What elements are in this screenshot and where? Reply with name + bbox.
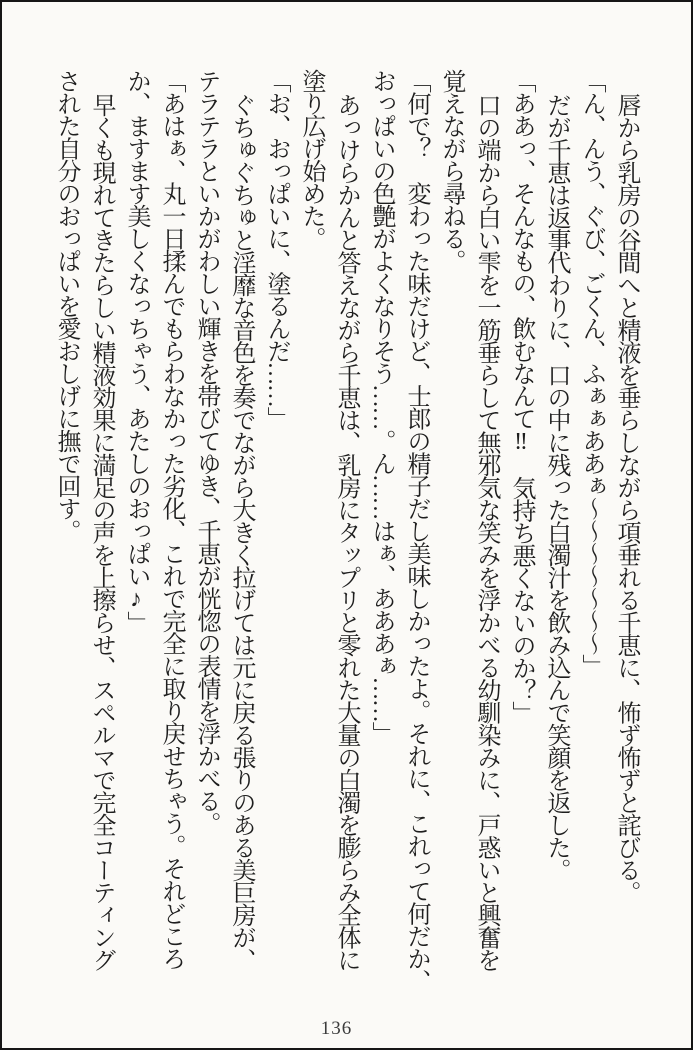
text-line: 覚えながら尋ねる。 — [438, 69, 464, 272]
page-number: 136 — [320, 1018, 353, 1039]
text-line: 早くも現れてきたらしい精液効果に満足の声を上擦らせ、スペルマで完全コーティング — [88, 93, 114, 971]
text-line: 「ん、んう、ぐび、ごくん、ふぁぁああぁ～～～～～～～」 — [578, 69, 604, 677]
text-line: された自分のおっぱいを愛おしげに撫で回す。 — [53, 69, 79, 542]
text-line: だが千恵は返事代わりに、口の中に残った白濁汁を飲み込んで笑顔を返した。 — [543, 93, 569, 881]
text-line: 「ああっ、そんなもの、飲むなんて‼ 気持ち悪くないのか？」 — [508, 69, 534, 724]
vertical-text-block — [48, 69, 643, 995]
text-line: あっけらかんと答えながら千恵は、乳房にタップリと零れた大量の白濁を膨らみ全体に — [333, 93, 359, 971]
text-line: 唇から乳房の谷間へと精液を垂らしながら項垂れる千恵に、怖ず怖ずと詫びる。 — [613, 93, 639, 903]
text-line: ぐちゅぐちゅと淫靡な音色を奏でながら大きく拉げては元に戻る張りのある美巨房が、 — [228, 93, 254, 971]
text-line: 「何で？ 変わった味だけど、士郎の精子だし美味しかったよ。それに、これって何だか、 — [403, 69, 429, 992]
text-line: か、ますます美しくなっちゃう、あたしのおっぱい♪」 — [123, 69, 149, 634]
text-line: 「あはぁ、丸一日揉んでもらわなかった劣化、これで完全に取り戻せちゃう。それどころ — [158, 69, 184, 969]
text-line: テラテラといかがわしい輝きを帯びてゆき、千恵が恍惚の表情を浮かべる。 — [193, 69, 219, 834]
text-line: おっぱいの色艶がよくなりそう……。ん……はぁ、あああぁ……」 — [368, 69, 394, 744]
text-line: 「お、おっぱいに、塗るんだ……」 — [263, 69, 289, 429]
text-line: 口の端から白い雫を一筋垂らして無邪気な笑みを浮かべる幼馴染みに、戸惑いと興奮を — [473, 93, 499, 971]
text-line: 塗り広げ始めた。 — [298, 69, 324, 249]
